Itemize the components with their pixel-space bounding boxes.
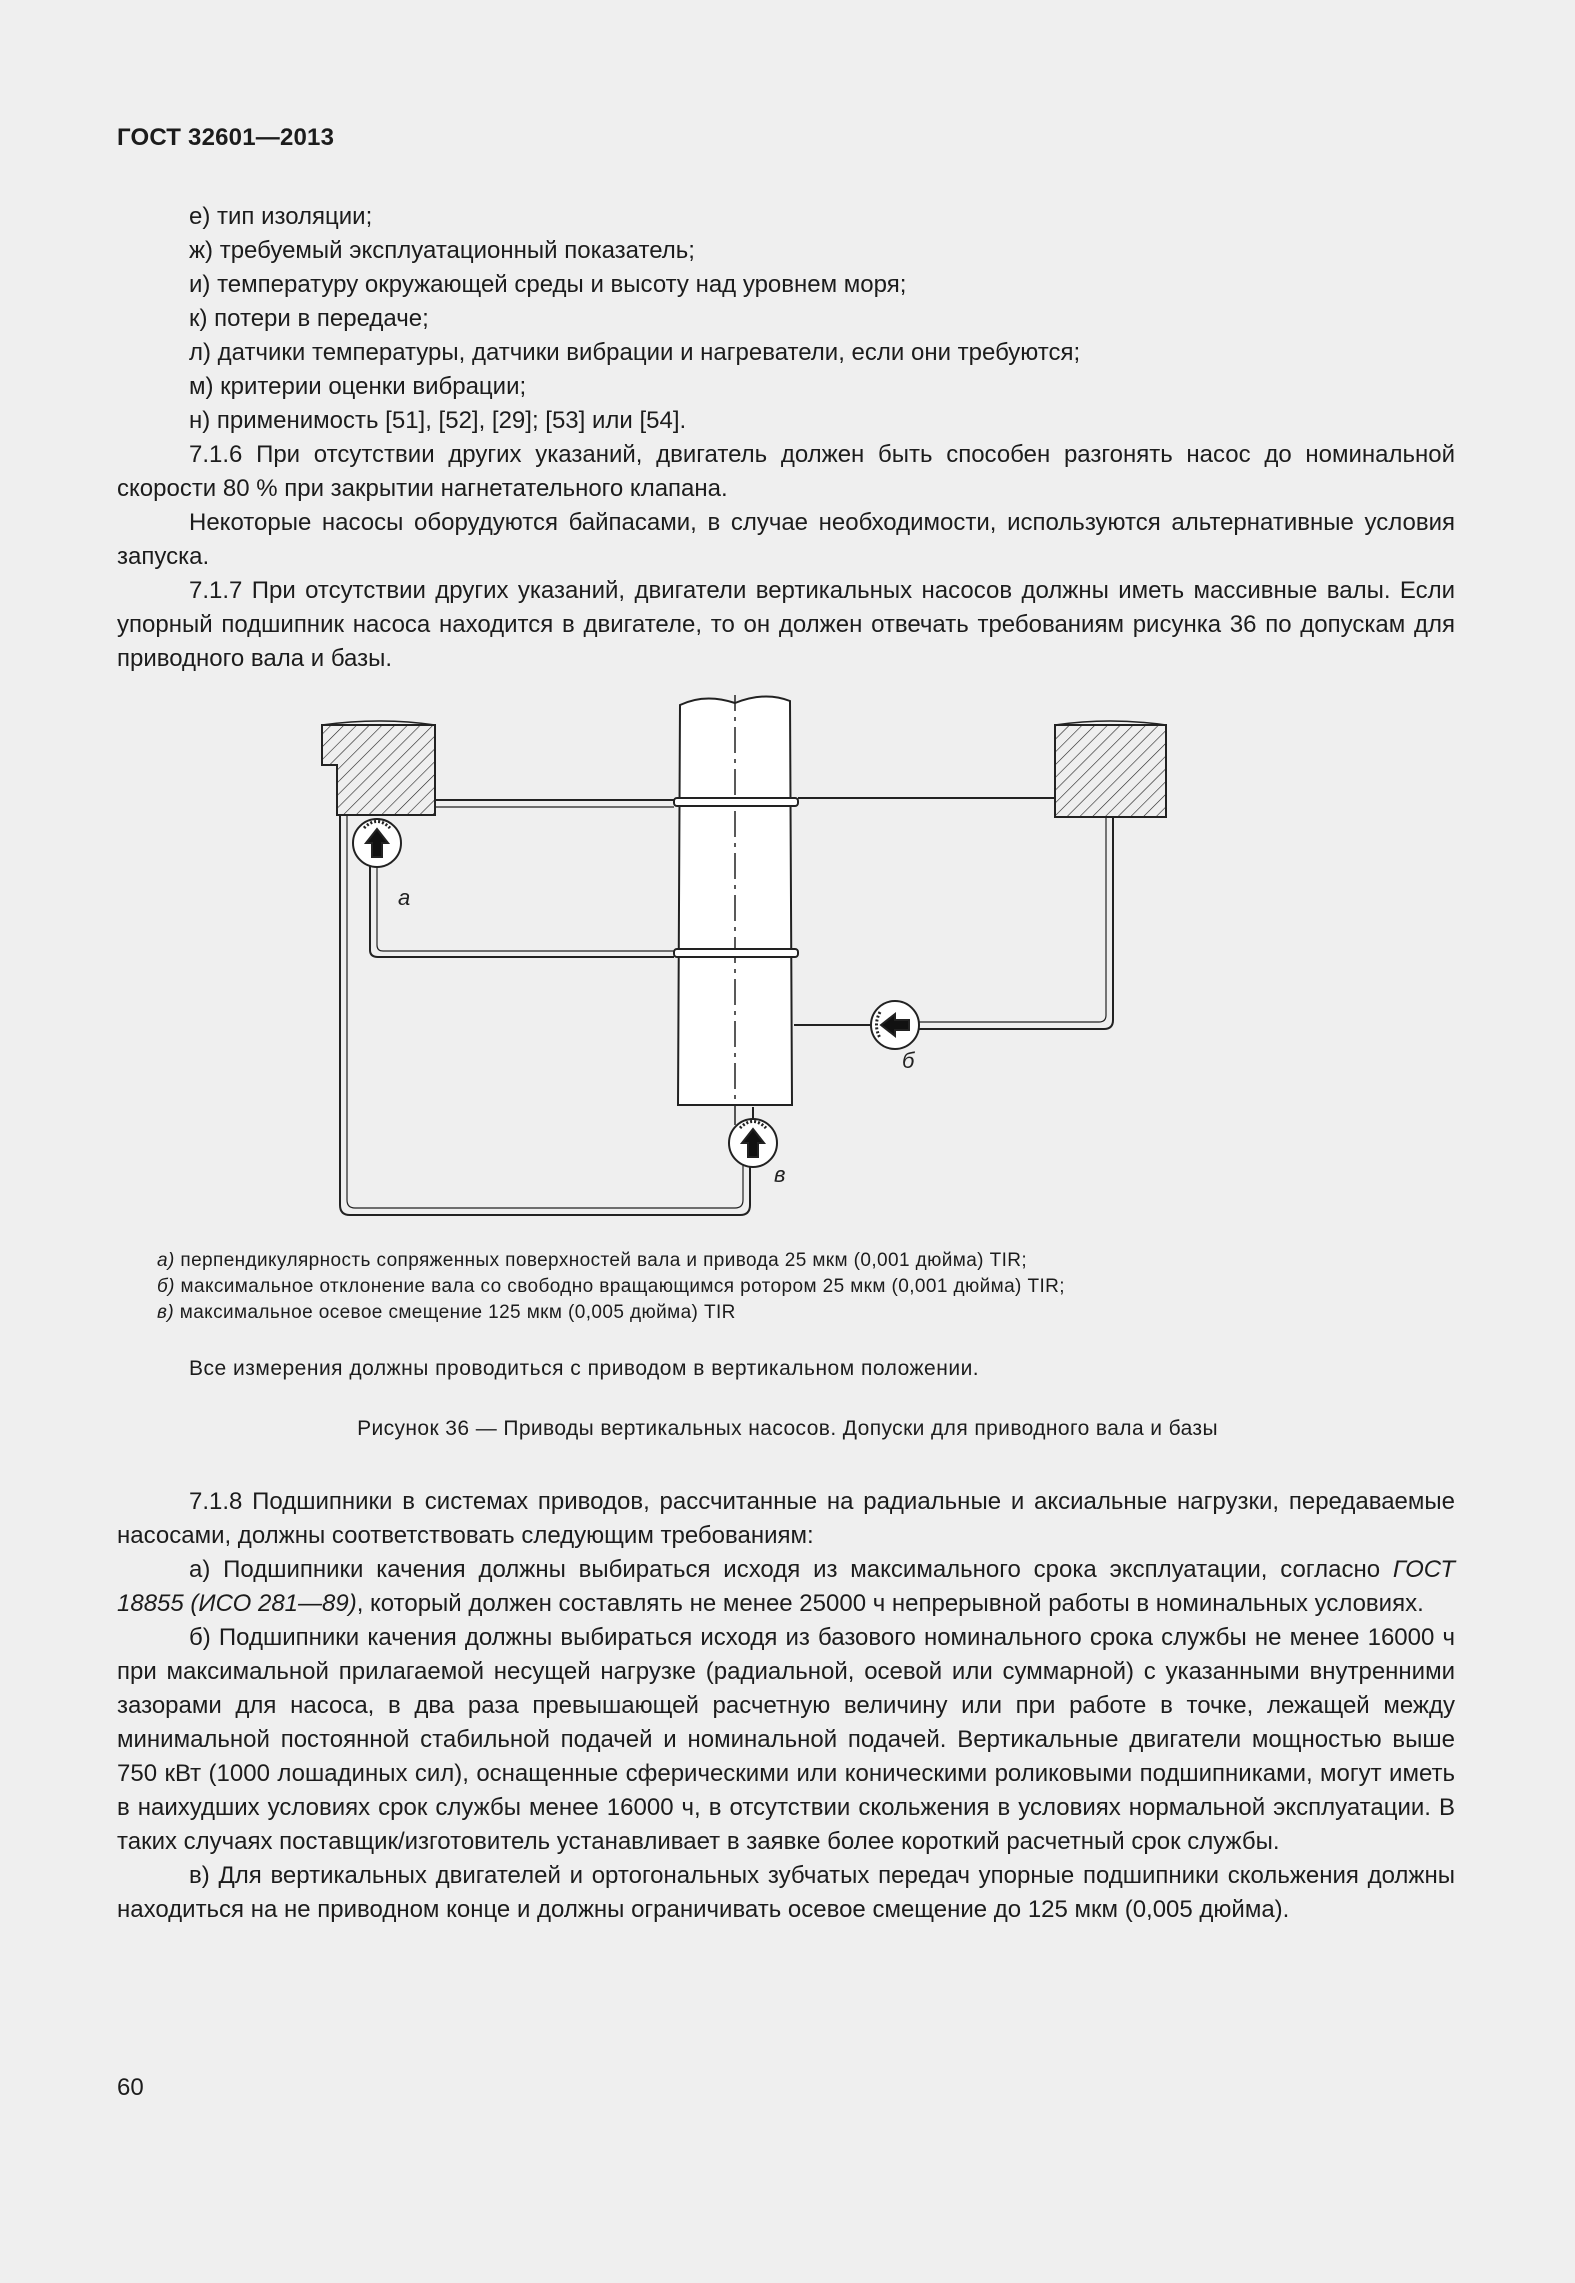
dial-indicator-b [794,1001,919,1049]
list-item: л) датчики температуры, датчики вибрации и нагреватели, если они требуются; [189,339,1081,366]
list-item: и) температуру окружающей среды и высоту над уровнем моря; [189,271,907,298]
text-block-top [117,200,1455,676]
list-item: е) тип изоляции; [189,203,373,230]
paragraph-c: в) Для вертикальных двигателей и ортогональных зубчатых передач упорные подшипники скольжения должны находиться на не приводном конце и должны ограничивать осевое смещение до 125 мкм (0,005 дюйма). [117,1862,1455,1923]
list-item: ж) требуемый эксплуатационный показатель; [189,237,695,264]
paragraph-7-1-7: 7.1.7 При отсутствии других указаний, двигатели вертикальных насосов должны иметь массивные валы. Если упорный подшипник насоса находится в двигателе, то он должен отвечать требованиям рисунка 36 по допускам для приводного вала и базы. [117,577,1455,672]
paragraph-7-1-8: 7.1.8 Подшипники в системах приводов, рассчитанные на радиальные и аксиальные нагрузки, передаваемые насосами, должны соответствовать следующим требованиям: [117,1488,1455,1549]
list-item: м) критерии оценки вибрации; [189,373,527,400]
dial-indicator-a [353,819,401,867]
paragraph-a: а) Подшипники качения должны выбираться исходя из максимального срока эксплуатации, согласно ГОСТ 18855 (ИСО 281—89), который должен составлять не менее 25000 ч непрерывной работы в номинальных условиях. [117,1556,1455,1617]
standard-reference: ГОСТ 18855 (ИСО 281—89) [117,1556,1455,1617]
figure-note: б) максимальное отклонение вала со свободно вращающимся ротором 25 мкм (0,001 дюйма) TIR; [157,1276,1065,1297]
figure-note: в) максимальное осевое смещение 125 мкм (0,005 дюйма) TIR [157,1302,736,1323]
figure-label-a: а [398,885,411,910]
figure-notes [157,1248,1257,1326]
dial-indicator-c [729,1107,777,1167]
figure-label-c: в [774,1162,786,1187]
shaft [674,695,798,1125]
list-item: н) применимость [51], [52], [29]; [53] или [54]. [189,407,687,434]
figure-note: а) перпендикулярность сопряженных поверхностей вала и привода 25 мкм (0,001 дюйма) TIR; [157,1250,1028,1271]
figure-caption: Рисунок 36 — Приводы вертикальных насосов. Допуски для приводного вала и базы [357,1417,1218,1440]
paragraph-b: б) Подшипники качения должны выбираться исходя из базового номинального срока службы не менее 16000 ч при максимальной прилагаемой несущей нагрузке (радиальной, осевой или суммарной) с указанными внутренними зазорами для насоса, в два раза превышающей расчетную величину или при работе в точке, лежащей между минимальной постоянной стабильной подачей и номинальной подачей. Вертикальные двигатели мощностью выше 750 кВт (1000 лошадиных сил), оснащенные сферическими или коническими роликовыми подшипниками, могут иметь в наихудших условиях срок службы менее 16000 ч, в отсутствии скольжения в условиях нормальной эксплуатации. В таких случаях поставщик/изготовитель устанавливает в заявке более короткий расчетный срок службы. [117,1624,1455,1855]
paragraph-7-1-6: 7.1.6 При отсутствии других указаний, двигатель должен быть способен разгонять насос до номинальной скорости 80 % при закрытии нагнетательного клапана. [117,441,1455,502]
figure-36-diagram [310,695,1210,1235]
measurement-note: Все измерения должны проводиться с приводом в вертикальном положении. [189,1357,980,1380]
document-header: ГОСТ 32601—2013 [117,124,335,151]
page-number: 60 [117,2074,144,2101]
left-base-hatch [322,725,435,815]
right-arm [915,817,1113,1029]
right-base-hatch [1055,725,1166,817]
list-item: к) потери в передаче; [189,305,429,332]
paragraph-bypass: Некоторые насосы оборудуются байпасами, в случае необходимости, используются альтернативные условия запуска. [117,509,1455,570]
text-block-bottom [117,1485,1455,1927]
figure-label-b: б [902,1048,915,1073]
